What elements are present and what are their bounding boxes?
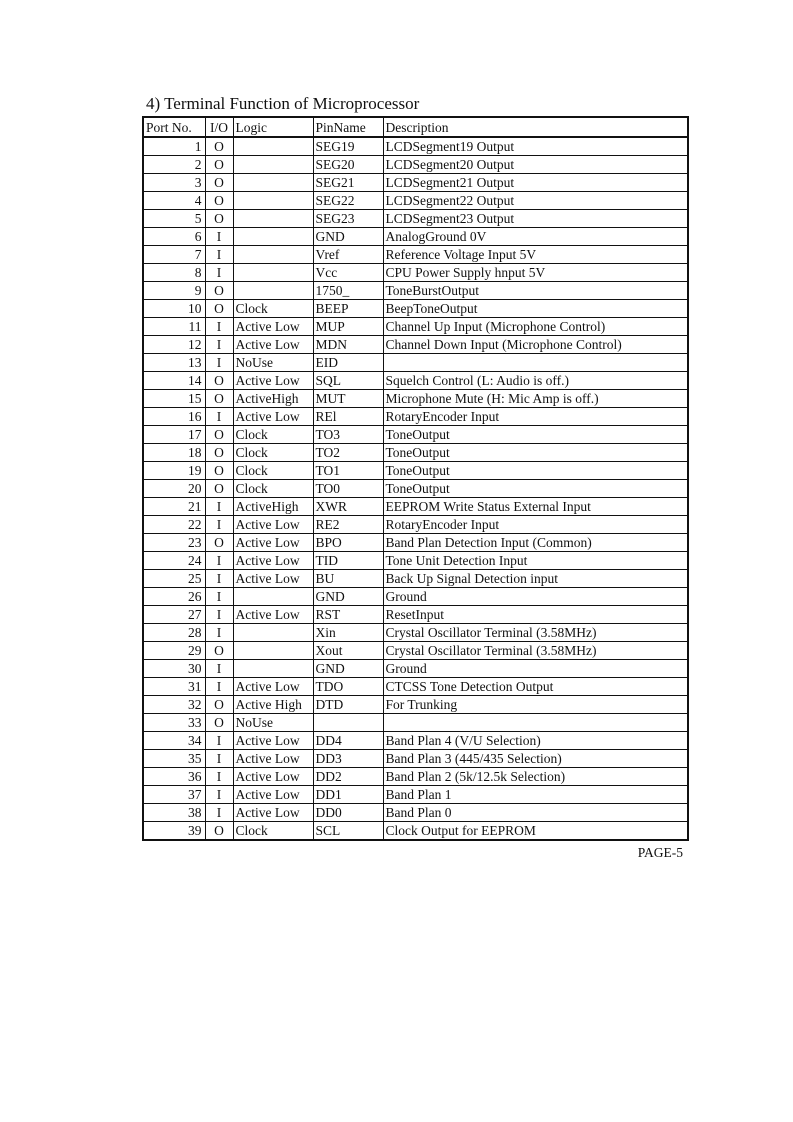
port-no-cell: 31 (143, 678, 205, 696)
logic-cell (233, 246, 313, 264)
io-cell: I (205, 660, 233, 678)
logic-cell (233, 174, 313, 192)
pin-name-cell: TO3 (313, 426, 383, 444)
logic-cell: Active Low (233, 372, 313, 390)
port-no-cell: 13 (143, 354, 205, 372)
pin-name-cell: Vcc (313, 264, 383, 282)
port-no-cell: 22 (143, 516, 205, 534)
logic-cell: Clock (233, 300, 313, 318)
logic-cell (233, 588, 313, 606)
port-no-cell: 32 (143, 696, 205, 714)
pin-name-cell: DD2 (313, 768, 383, 786)
table-row (143, 552, 688, 570)
logic-cell: Active Low (233, 804, 313, 822)
description-cell: ToneOutput (383, 426, 688, 444)
table-row (143, 264, 688, 282)
description-cell: Band Plan 2 (5k/12.5k Selection) (383, 768, 688, 786)
logic-cell: Active Low (233, 408, 313, 426)
table-row (143, 408, 688, 426)
pin-name-cell: SEG20 (313, 156, 383, 174)
table-row (143, 624, 688, 642)
port-no-cell: 3 (143, 174, 205, 192)
table-row (143, 516, 688, 534)
description-cell: Band Plan Detection Input (Common) (383, 534, 688, 552)
port-no-cell: 34 (143, 732, 205, 750)
port-no-cell: 38 (143, 804, 205, 822)
description-cell: ToneOutput (383, 480, 688, 498)
description-cell: For Trunking (383, 696, 688, 714)
logic-cell: Active Low (233, 552, 313, 570)
logic-cell: NoUse (233, 354, 313, 372)
port-no-cell: 10 (143, 300, 205, 318)
io-cell: I (205, 570, 233, 588)
port-no-cell: 8 (143, 264, 205, 282)
io-cell: O (205, 137, 233, 156)
description-cell: EEPROM Write Status External Input (383, 498, 688, 516)
logic-cell: ActiveHigh (233, 498, 313, 516)
logic-cell (233, 192, 313, 210)
io-cell: O (205, 444, 233, 462)
pin-name-cell: TO0 (313, 480, 383, 498)
terminal-function-table (142, 116, 689, 841)
port-no-cell: 16 (143, 408, 205, 426)
table-body (143, 137, 688, 840)
port-no-cell: 2 (143, 156, 205, 174)
table-row (143, 480, 688, 498)
pin-name-cell: DD0 (313, 804, 383, 822)
header-port-no: Port No. (143, 117, 205, 137)
io-cell: I (205, 246, 233, 264)
io-cell: I (205, 264, 233, 282)
table-row (143, 426, 688, 444)
pin-name-cell: TDO (313, 678, 383, 696)
port-no-cell: 25 (143, 570, 205, 588)
io-cell: O (205, 174, 233, 192)
description-cell (383, 354, 688, 372)
pin-name-cell: DD3 (313, 750, 383, 768)
table-row (143, 174, 688, 192)
pin-name-cell: GND (313, 660, 383, 678)
logic-cell (233, 137, 313, 156)
logic-cell: Active Low (233, 570, 313, 588)
io-cell: O (205, 480, 233, 498)
table-row (143, 570, 688, 588)
logic-cell: ActiveHigh (233, 390, 313, 408)
port-no-cell: 1 (143, 137, 205, 156)
pin-name-cell: DD4 (313, 732, 383, 750)
port-no-cell: 33 (143, 714, 205, 732)
logic-cell: Active Low (233, 786, 313, 804)
port-no-cell: 39 (143, 822, 205, 841)
port-no-cell: 17 (143, 426, 205, 444)
io-cell: O (205, 426, 233, 444)
pin-name-cell: BU (313, 570, 383, 588)
logic-cell: Active Low (233, 606, 313, 624)
table-row (143, 354, 688, 372)
io-cell: O (205, 282, 233, 300)
port-no-cell: 15 (143, 390, 205, 408)
io-cell: I (205, 516, 233, 534)
description-cell: Channel Down Input (Microphone Control) (383, 336, 688, 354)
table-row (143, 498, 688, 516)
pin-name-cell: SQL (313, 372, 383, 390)
table-row (143, 462, 688, 480)
description-cell: Band Plan 4 (V/U Selection) (383, 732, 688, 750)
io-cell: I (205, 750, 233, 768)
pin-name-cell: EID (313, 354, 383, 372)
description-cell: RotaryEncoder Input (383, 408, 688, 426)
pin-name-cell: Xout (313, 642, 383, 660)
io-cell: O (205, 714, 233, 732)
io-cell: I (205, 678, 233, 696)
logic-cell (233, 642, 313, 660)
table-row (143, 246, 688, 264)
table-row (143, 444, 688, 462)
pin-name-cell: MDN (313, 336, 383, 354)
logic-cell: Active Low (233, 768, 313, 786)
page-number: PAGE-5 (637, 845, 683, 860)
table-row (143, 192, 688, 210)
logic-cell: Clock (233, 480, 313, 498)
logic-cell (233, 228, 313, 246)
description-cell: BeepToneOutput (383, 300, 688, 318)
port-no-cell: 12 (143, 336, 205, 354)
port-no-cell: 6 (143, 228, 205, 246)
io-cell: O (205, 156, 233, 174)
logic-cell: Clock (233, 822, 313, 841)
port-no-cell: 27 (143, 606, 205, 624)
io-cell: O (205, 534, 233, 552)
io-cell: I (205, 228, 233, 246)
port-no-cell: 14 (143, 372, 205, 390)
table-row (143, 534, 688, 552)
logic-cell (233, 210, 313, 228)
io-cell: I (205, 336, 233, 354)
description-cell: Band Plan 3 (445/435 Selection) (383, 750, 688, 768)
pin-name-cell: REl (313, 408, 383, 426)
description-cell: LCDSegment22 Output (383, 192, 688, 210)
description-cell: CPU Power Supply hnput 5V (383, 264, 688, 282)
table-row (143, 732, 688, 750)
pin-name-cell: SEG19 (313, 137, 383, 156)
io-cell: I (205, 318, 233, 336)
io-cell: O (205, 210, 233, 228)
io-cell: O (205, 462, 233, 480)
description-cell: ToneOutput (383, 444, 688, 462)
pin-name-cell: TO1 (313, 462, 383, 480)
io-cell: I (205, 408, 233, 426)
port-no-cell: 18 (143, 444, 205, 462)
table-row (143, 804, 688, 822)
pin-name-cell: DTD (313, 696, 383, 714)
description-cell: Tone Unit Detection Input (383, 552, 688, 570)
pin-name-cell: SEG21 (313, 174, 383, 192)
logic-cell: Active Low (233, 534, 313, 552)
logic-cell: Active High (233, 696, 313, 714)
description-cell: ToneOutput (383, 462, 688, 480)
description-cell (383, 714, 688, 732)
io-cell: O (205, 696, 233, 714)
description-cell: Ground (383, 660, 688, 678)
port-no-cell: 11 (143, 318, 205, 336)
description-cell: Band Plan 0 (383, 804, 688, 822)
io-cell: I (205, 732, 233, 750)
table-row (143, 228, 688, 246)
pin-name-cell: BPO (313, 534, 383, 552)
header-description: Description (383, 117, 688, 137)
logic-cell: Clock (233, 426, 313, 444)
table-row (143, 588, 688, 606)
io-cell: O (205, 192, 233, 210)
description-cell: Band Plan 1 (383, 786, 688, 804)
pin-name-cell: TO2 (313, 444, 383, 462)
pin-name-cell: RE2 (313, 516, 383, 534)
table-row (143, 336, 688, 354)
description-cell: ResetInput (383, 606, 688, 624)
header-pin-name: PinName (313, 117, 383, 137)
table-row (143, 822, 688, 841)
description-cell: LCDSegment19 Output (383, 137, 688, 156)
description-cell: Channel Up Input (Microphone Control) (383, 318, 688, 336)
table-row (143, 282, 688, 300)
description-cell: Microphone Mute (H: Mic Amp is off.) (383, 390, 688, 408)
io-cell: I (205, 552, 233, 570)
io-cell: I (205, 768, 233, 786)
table-row (143, 678, 688, 696)
io-cell: O (205, 300, 233, 318)
port-no-cell: 36 (143, 768, 205, 786)
io-cell: O (205, 390, 233, 408)
table-row (143, 137, 688, 156)
io-cell: I (205, 624, 233, 642)
description-cell: Reference Voltage Input 5V (383, 246, 688, 264)
pin-name-cell: Vref (313, 246, 383, 264)
pin-name-cell: SCL (313, 822, 383, 841)
description-cell: Clock Output for EEPROM (383, 822, 688, 841)
table-row (143, 642, 688, 660)
table-row (143, 156, 688, 174)
pin-name-cell: SEG22 (313, 192, 383, 210)
header-io: I/O (205, 117, 233, 137)
port-no-cell: 4 (143, 192, 205, 210)
port-no-cell: 7 (143, 246, 205, 264)
logic-cell: Active Low (233, 750, 313, 768)
pin-name-cell: GND (313, 228, 383, 246)
logic-cell: Active Low (233, 516, 313, 534)
io-cell: I (205, 606, 233, 624)
io-cell: I (205, 498, 233, 516)
port-no-cell: 23 (143, 534, 205, 552)
description-cell: Crystal Oscillator Terminal (3.58MHz) (383, 624, 688, 642)
logic-cell (233, 624, 313, 642)
description-cell: RotaryEncoder Input (383, 516, 688, 534)
port-no-cell: 19 (143, 462, 205, 480)
pin-name-cell: BEEP (313, 300, 383, 318)
io-cell: I (205, 354, 233, 372)
logic-cell: NoUse (233, 714, 313, 732)
description-cell: AnalogGround 0V (383, 228, 688, 246)
description-cell: Back Up Signal Detection input (383, 570, 688, 588)
port-no-cell: 20 (143, 480, 205, 498)
logic-cell: Active Low (233, 318, 313, 336)
pin-name-cell: TID (313, 552, 383, 570)
port-no-cell: 37 (143, 786, 205, 804)
description-cell: LCDSegment21 Output (383, 174, 688, 192)
logic-cell: Active Low (233, 678, 313, 696)
table-row (143, 300, 688, 318)
table-row (143, 750, 688, 768)
page-title: 4) Terminal Function of Microprocessor (146, 94, 420, 113)
header-logic: Logic (233, 117, 313, 137)
port-no-cell: 29 (143, 642, 205, 660)
pin-name-cell: SEG23 (313, 210, 383, 228)
port-no-cell: 26 (143, 588, 205, 606)
logic-cell: Clock (233, 444, 313, 462)
table-row (143, 606, 688, 624)
pin-name-cell (313, 714, 383, 732)
table-row (143, 696, 688, 714)
logic-cell (233, 156, 313, 174)
io-cell: O (205, 372, 233, 390)
table-header (143, 117, 688, 137)
port-no-cell: 5 (143, 210, 205, 228)
logic-cell: Clock (233, 462, 313, 480)
description-cell: ToneBurstOutput (383, 282, 688, 300)
description-cell: Ground (383, 588, 688, 606)
description-cell: CTCSS Tone Detection Output (383, 678, 688, 696)
pin-name-cell: RST (313, 606, 383, 624)
table-row (143, 372, 688, 390)
description-cell: LCDSegment23 Output (383, 210, 688, 228)
pin-name-cell: GND (313, 588, 383, 606)
io-cell: O (205, 822, 233, 841)
pin-name-cell: Xin (313, 624, 383, 642)
pin-name-cell: 1750_ (313, 282, 383, 300)
description-cell: Squelch Control (L: Audio is off.) (383, 372, 688, 390)
port-no-cell: 9 (143, 282, 205, 300)
table-row (143, 768, 688, 786)
pin-name-cell: MUT (313, 390, 383, 408)
table-row (143, 660, 688, 678)
logic-cell (233, 282, 313, 300)
table-row (143, 210, 688, 228)
logic-cell: Active Low (233, 732, 313, 750)
table-row (143, 786, 688, 804)
io-cell: O (205, 642, 233, 660)
port-no-cell: 24 (143, 552, 205, 570)
logic-cell (233, 660, 313, 678)
port-no-cell: 30 (143, 660, 205, 678)
io-cell: I (205, 786, 233, 804)
port-no-cell: 21 (143, 498, 205, 516)
description-cell: LCDSegment20 Output (383, 156, 688, 174)
io-cell: I (205, 804, 233, 822)
table-row (143, 714, 688, 732)
port-no-cell: 35 (143, 750, 205, 768)
io-cell: I (205, 588, 233, 606)
pin-name-cell: XWR (313, 498, 383, 516)
logic-cell: Active Low (233, 336, 313, 354)
pin-name-cell: DD1 (313, 786, 383, 804)
logic-cell (233, 264, 313, 282)
description-cell: Crystal Oscillator Terminal (3.58MHz) (383, 642, 688, 660)
port-no-cell: 28 (143, 624, 205, 642)
table-row (143, 318, 688, 336)
table-row (143, 390, 688, 408)
pin-name-cell: MUP (313, 318, 383, 336)
header-row (143, 117, 688, 137)
